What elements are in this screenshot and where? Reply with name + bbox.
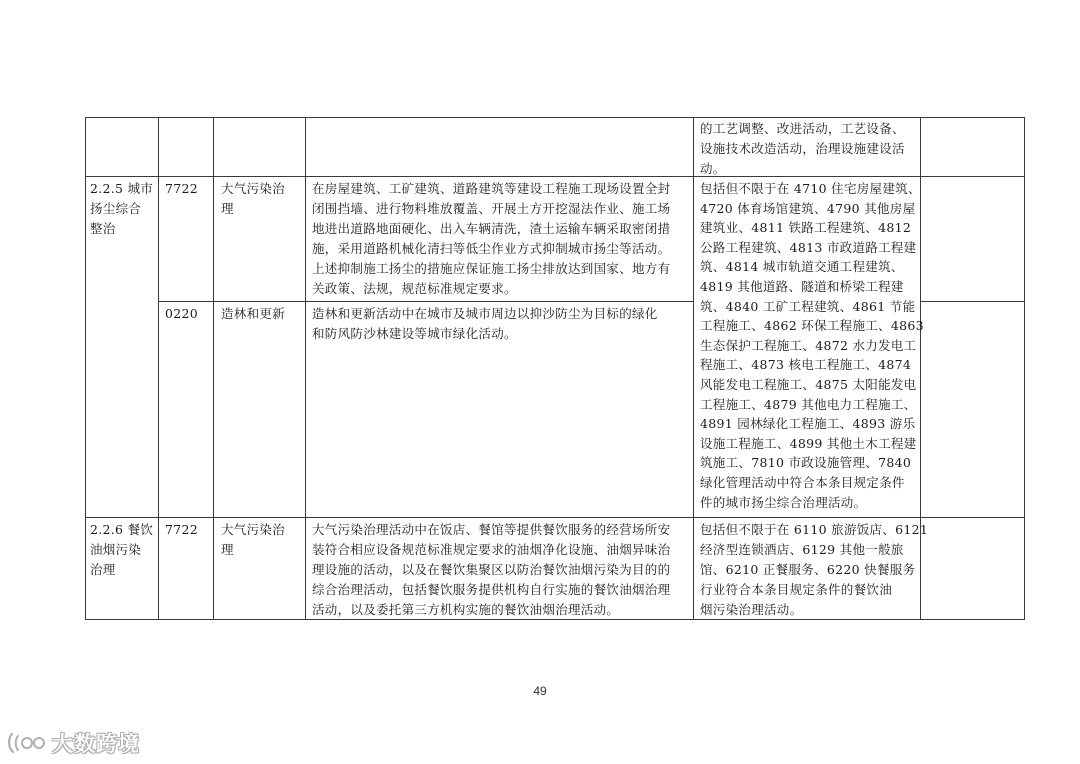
text-line: 包括但不限于在 4710 住宅房屋建筑、 xyxy=(700,181,921,196)
text-line: 生态保护工程施工、4872 水力发电工 xyxy=(700,337,917,353)
text-line: 大气污染治 xyxy=(221,181,286,196)
row3-industry-cell xyxy=(221,520,285,560)
text-line: 工程施工、4879 其他电力工程施工、 xyxy=(700,396,917,412)
text-line: 活动，以及委托第三方机构实施的餐饮油烟治理活动。 xyxy=(312,602,620,617)
row1-code-cell xyxy=(165,179,198,199)
row1-activity-cell xyxy=(312,179,670,299)
text-line: 行业符合本条目规定条件的餐饮油 xyxy=(700,582,893,597)
text-line: 设施技术改造活动，治理设施建设活 xyxy=(700,141,905,156)
text-line: 2.2.6 餐饮 xyxy=(90,522,154,537)
text-line: 理设施的活动，以及在餐饮集聚区以防治餐饮油烟污染为目的的 xyxy=(312,562,671,577)
text-line: 地进出道路地面硬化、出入车辆清洗，渣土运输车辆采取密闭措 xyxy=(312,221,671,236)
text-line: 造林和更新活动中在城市及城市周边以抑沙防尘为目标的绿化 xyxy=(312,306,658,321)
text-line: 烟污染治理活动。 xyxy=(700,602,803,617)
watermark xyxy=(6,728,140,758)
text-line: 关政策、法规，规范标准规定要求。 xyxy=(312,281,517,296)
text-line: 风能发电工程施工、4875 太阳能发电 xyxy=(700,376,917,392)
text-line: 理 xyxy=(221,542,234,557)
text-line: 公路工程建筑、4813 市政道路工程建 xyxy=(700,239,917,255)
text-line: 包括但不限于在 6110 旅游饭店、6121 xyxy=(700,522,929,537)
text-line: 2.2.5 城市 xyxy=(90,181,154,196)
text-line: 筑、4814 城市轨道交通工程建筑、 xyxy=(700,259,904,275)
row3-activity-cell xyxy=(312,520,670,620)
text-line: 经济型连锁酒店、6129 其他一般旅 xyxy=(700,542,904,557)
row2-activity-cell xyxy=(312,304,658,344)
text-line: 上述抑制施工扬尘的措施应保证施工扬尘排放达到国家、地方有 xyxy=(312,261,671,276)
text-line: 0220 xyxy=(165,306,199,321)
text-line: 综合治理活动，包括餐饮服务提供机构自行实施的餐饮油烟治理 xyxy=(312,582,671,597)
text-line: 筑施工、7810 市政设施管理、7840 xyxy=(700,455,912,471)
watermark-logo-icon xyxy=(6,730,50,756)
text-line: 施，采用道路机械化清扫等低尘作业方式抑制城市扬尘等活动。 xyxy=(312,241,671,256)
text-line: 整治 xyxy=(90,221,116,236)
text-line: 设施工程施工、4899 其他土木工程建 xyxy=(700,435,917,451)
text-line: 大气污染治 xyxy=(221,522,286,537)
table-border-right xyxy=(1024,117,1025,620)
row2-industry-cell xyxy=(221,304,285,324)
text-line: 4891 园林绿化工程施工、4893 游乐 xyxy=(700,416,916,432)
text-line: 装符合相应设备规范标准规定要求的油烟净化设施、油烟异味治 xyxy=(312,542,671,557)
row1-industry-cell xyxy=(221,179,285,219)
text-line: 造林和更新 xyxy=(221,306,286,321)
text-line: 馆、6210 正餐服务、6220 快餐服务 xyxy=(700,562,916,577)
table-row-divider xyxy=(85,517,1025,518)
table-column-divider xyxy=(158,117,159,620)
text-line: 件的城市扬尘综合治理活动。 xyxy=(700,494,867,510)
text-line: 治理 xyxy=(90,562,116,577)
table-column-divider xyxy=(213,117,214,620)
text-line: 在房屋建筑、工矿建筑、道路建筑等建设工程施工现场设置全封 xyxy=(312,181,671,196)
row3-category-cell xyxy=(90,520,153,580)
row3-code-cell xyxy=(165,520,198,540)
row0-description-cell xyxy=(700,119,905,179)
row3-scope-cell xyxy=(700,520,928,620)
table-border-left xyxy=(85,117,86,620)
text-line: 工程施工、4862 环保工程施工、4863 xyxy=(700,318,924,334)
row1-category-cell xyxy=(90,179,153,239)
text-line: 绿化管理活动中符合本条目规定条件 xyxy=(700,474,905,490)
table-row-divider xyxy=(158,301,693,302)
row1-scope-cell xyxy=(700,179,924,512)
text-line: 7722 xyxy=(165,522,199,537)
text-line: 4819 其他道路、隧道和桥梁工程建 xyxy=(700,278,904,294)
text-line: 理 xyxy=(221,201,234,216)
text-line: 大气污染治理活动中在饭店、餐馆等提供餐饮服务的经营场所安 xyxy=(312,522,671,537)
table-border-top xyxy=(85,117,1025,118)
text-line: 7722 xyxy=(165,181,199,196)
text-line: 筑、4840 工矿工程建筑、4861 节能 xyxy=(700,298,916,314)
text-line: 扬尘综合 xyxy=(90,201,142,216)
text-line: 动。 xyxy=(700,161,726,176)
watermark-text: 大数跨境 xyxy=(52,732,140,756)
text-line: 程施工、4873 核电工程施工、4874 xyxy=(700,357,912,373)
text-line: 油烟污染 xyxy=(90,542,142,557)
row2-code-cell xyxy=(165,304,198,324)
page-number: 49 xyxy=(533,684,547,698)
table-row-divider xyxy=(920,301,1025,302)
table-column-divider xyxy=(305,117,306,620)
text-line: 闭围挡墙、进行物料堆放覆盖、开展土方开挖湿法作业、施工场 xyxy=(312,201,671,216)
text-line: 和防风防沙林建设等城市绿化活动。 xyxy=(312,326,517,341)
text-line: 的工艺调整、改进活动，工艺设备、 xyxy=(700,121,905,136)
table-column-divider xyxy=(693,117,694,620)
text-line: 建筑业、4811 铁路工程建筑、4812 xyxy=(700,220,912,236)
text-line: 4720 体育场馆建筑、4790 其他房屋 xyxy=(700,200,916,216)
